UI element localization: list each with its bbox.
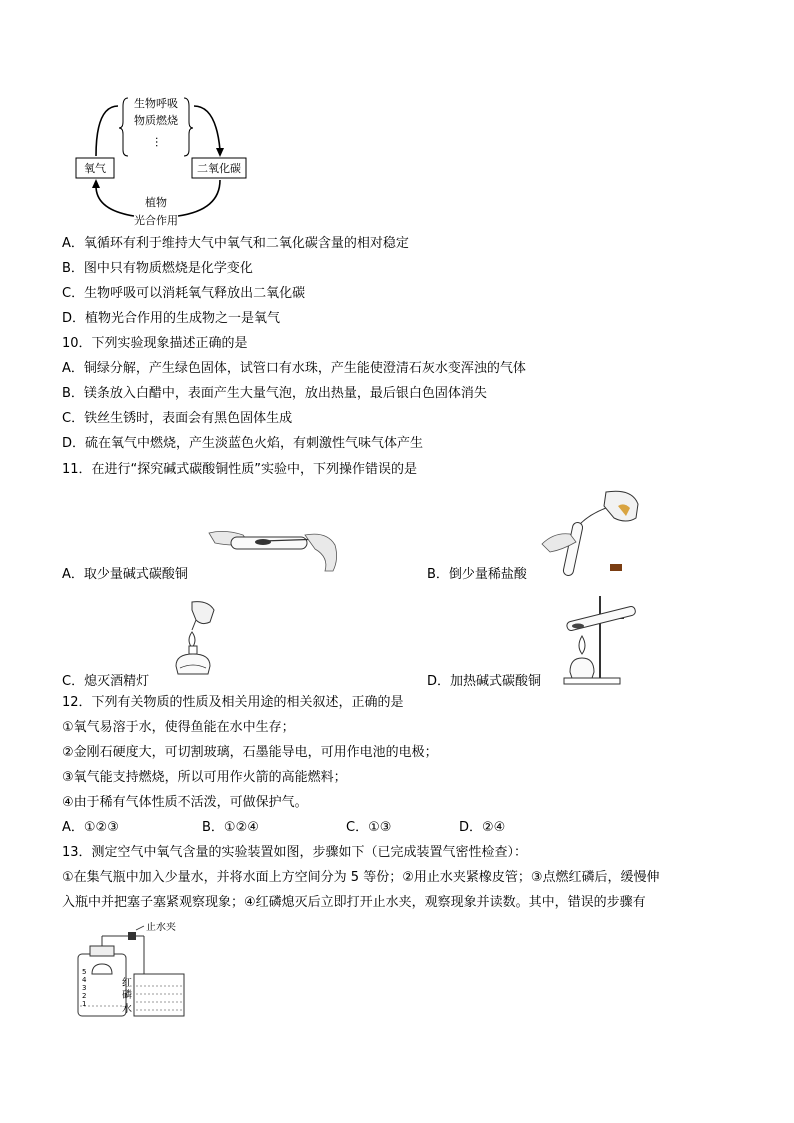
q12-statement-4: ④由于稀有气体性质不活泼，可做保护气。 [62,795,308,810]
clamp-label: 止水夹 [146,922,176,933]
q11-figure-d-svg [558,594,642,688]
bottle-mark-2: 2 [82,992,87,1000]
heating-lamp [570,658,594,678]
cycle-bottom-line1: 植物 [145,196,167,209]
alcohol-lamp-body [176,654,210,674]
q10-option-c: C．铁丝生锈时，表面会有黑色固体生成 [62,411,293,426]
copper-carbonate-powder [572,624,584,629]
cycle-ellipsis: … [153,136,166,148]
stand-base [564,678,620,684]
q9-option-a: A．氧循环有利于维持大气中氧气和二氧化碳含量的相对稳定 [62,236,409,251]
q13-body-line1: ①在集气瓶中加入少量水，并将水面上方空间分为 5 等份；②用止水夹紧橡皮管；③点燃红磷后，缓慢伸 [62,870,660,885]
phosphorus-label-1: 红 [122,978,132,989]
oxygen-cycle-diagram [70,94,250,230]
q9-option-b: B．图中只有物质燃烧是化学变化 [62,261,253,276]
cycle-top-line1: 生物呼吸 [134,97,178,110]
arrowhead-oxygen [92,179,100,188]
q13-apparatus [70,922,198,1020]
q11-figure-b [540,488,644,580]
hand-with-cap [192,602,214,624]
phosphorus-label-2: 磷 [122,990,132,1001]
q9-option-d: D．植物光合作用的生成物之一是氧气 [62,311,281,326]
right-hand [305,534,337,571]
q13-stem: 13．测定空气中氧气含量的实验装置如图，步骤如下（已完成装置气密性检查）： [62,845,528,860]
q11-figure-d [558,594,642,688]
q11-figure-c-svg [168,600,224,682]
q10-option-b: B．镁条放入白醋中，表面产生大量气泡，放出热量，最后银白色固体消失 [62,386,487,401]
water-clamp [128,932,136,940]
arrow-co2-to-bottom [178,180,220,216]
q12-choice-d: D．②④ [459,820,506,835]
q12-statement-1: ①氧气易溶于水，使得鱼能在水中生存； [62,720,295,735]
q10-stem: 10．下列实验现象描述正确的是 [62,336,248,351]
cycle-top-line2: 物质燃烧 [134,114,178,127]
q11-option-d: D．加热碱式碳酸铜 [427,674,542,689]
q12-choice-a: A．①②③ [62,820,119,835]
bottle-mark-4: 4 [82,976,87,984]
right-brace [184,98,193,156]
water-label: 水 [122,1004,132,1015]
oxygen-box-label: 氧气 [84,162,106,175]
co2-box-label: 二氧化碳 [197,162,241,175]
arrow-bottom-to-oxygen [96,186,134,216]
q12-statement-3: ③氧气能支持燃烧，所以可用作火箭的高能燃料； [62,770,347,785]
combustion-spoon [92,964,112,974]
arrowhead-co2 [216,148,224,157]
acid-stream [580,508,606,524]
q11-figure-c [168,600,224,682]
heating-flame [579,636,585,654]
q9-option-c: C．生物呼吸可以消耗氧气释放出二氧化碳 [62,286,306,301]
q11-option-c: C．熄灭酒精灯 [62,674,150,689]
q11-figure-a [205,525,345,577]
q13-body-line2: 入瓶中并把塞子塞紧观察现象；④红磷熄灭后立即打开止水夹，观察现象并读数。其中，错误的步骤有 [62,895,646,910]
q11-stem: 11．在进行“探究碱式碳酸铜性质”实验中，下列操作错误的是 [62,462,418,477]
q12-choice-c: C．①③ [346,820,392,835]
cycle-bottom-line2: 光合作用 [134,214,178,227]
bottle-mark-1: 1 [82,1000,87,1008]
q12-statement-2: ②金刚石硬度大，可切割玻璃，石墨能导电，可用作电池的电极； [62,745,438,760]
q11-figure-b-svg [540,488,644,580]
arrow-top-to-co2 [194,106,220,150]
q10-option-a: A．铜绿分解，产生绿色固体，试管口有水珠，产生能使澄清石灰水变浑浊的气体 [62,361,526,376]
oxygen-cycle-svg [70,94,250,230]
clamp-pointer [136,926,144,930]
rubber-stopper [90,946,114,956]
q11-option-a: A．取少量碱式碳酸铜 [62,567,188,582]
bottle-mark-3: 3 [82,984,87,992]
test-tube-tilted [562,522,583,577]
breath-line [192,620,196,630]
bottle-mark-5: 5 [82,968,87,976]
arrow-oxygen-to-top [96,106,118,156]
q13-apparatus-svg [70,922,198,1020]
q10-option-d: D．硫在氧气中燃烧，产生淡蓝色火焰，有刺激性气味气体产生 [62,436,424,451]
q12-stem: 12．下列有关物质的性质及相关用途的相关叙述，正确的是 [62,695,404,710]
bottle-stopper [610,564,622,571]
q12-choice-b: B．①②④ [202,820,259,835]
powder-in-tube [255,539,271,545]
q11-figure-a-svg [205,525,345,577]
lamp-wick-holder [189,646,197,654]
q11-option-b: B．倒少量稀盐酸 [427,567,527,582]
left-brace [119,98,128,156]
